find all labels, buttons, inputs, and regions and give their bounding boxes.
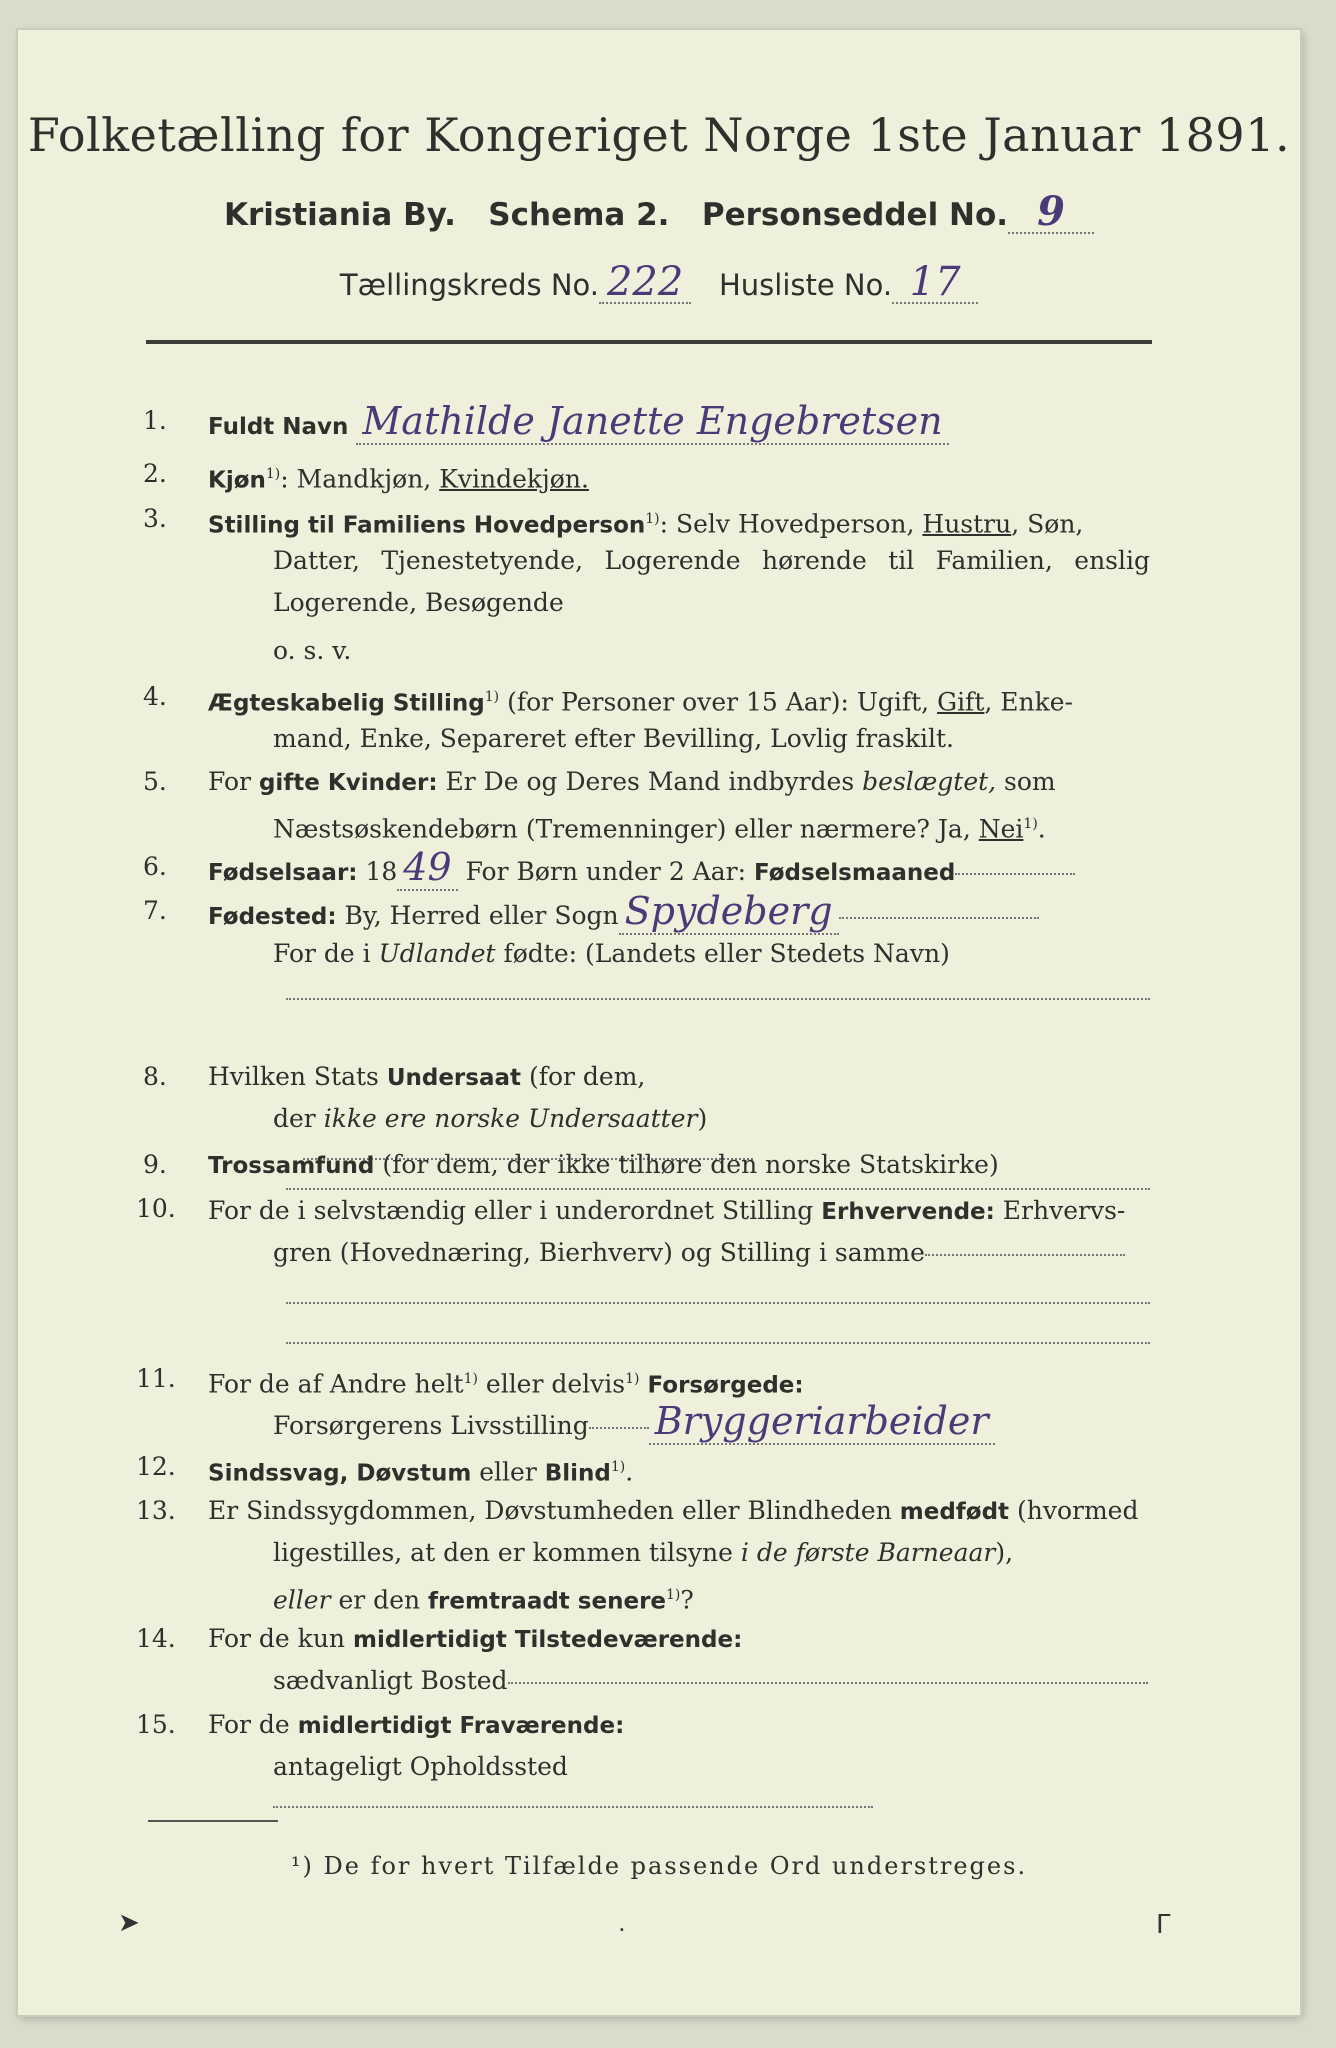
disability-label: Sindssvag, Døvstum <box>208 1460 472 1487</box>
occupation-blank-line-1 <box>286 1302 1150 1304</box>
occupation-text-a: For de i selvstændig eller i underordnet Stilling <box>208 1196 822 1225</box>
city-label: Kristiania By. <box>223 197 456 233</box>
item-number: 13. <box>136 1496 176 1525</box>
form-subtitle <box>18 188 1300 235</box>
item-number: 10. <box>136 1194 176 1223</box>
footnote-ref: 1) <box>265 466 281 482</box>
center-mark-icon: ᐧ <box>618 1916 625 1946</box>
supported-label: Forsørgede: <box>639 1372 804 1399</box>
nationality-text-b: (for dem, <box>521 1062 646 1091</box>
footnote-ref: 1) <box>1023 816 1038 832</box>
usual-residence-blank <box>508 1681 1148 1684</box>
family-position-label: Stilling til Familiens Hovedperson <box>208 512 646 539</box>
congenital-line-3-italic: eller <box>273 1585 331 1615</box>
married-line-2-end: . <box>1037 814 1046 844</box>
header-divider <box>146 340 1152 344</box>
congenital-line-2-italic: i de første Barneaar <box>740 1538 996 1567</box>
marital-text: (for Personer over 15 Aar): Ugift, <box>499 687 938 717</box>
supported-text-a: For de af Andre helt <box>208 1369 464 1399</box>
item-number: 12. <box>136 1452 176 1481</box>
temp-present-text: For de kun <box>208 1624 353 1653</box>
item-number: 8. <box>143 1062 167 1091</box>
occupation-text-b: Erhvervs- <box>994 1196 1126 1225</box>
personseddel-number: 9 <box>1008 192 1094 234</box>
supported-text-b: eller delvis <box>477 1369 626 1399</box>
birthplace-label: Fødested: <box>208 904 337 930</box>
birth-year-label: Fødselsaar: <box>208 860 358 886</box>
nationality-label: Undersaat <box>386 1065 521 1091</box>
religion-label: Trossamfund <box>208 1153 375 1179</box>
form-title: Folketælling for Kongeriget Norge 1ste Januar 1891. <box>27 108 1291 162</box>
corner-mark-right-icon: ᒥ <box>1156 1910 1171 1940</box>
usual-residence-text: sædvanligt Bosted <box>273 1666 508 1695</box>
religion-text: (for dem, der ikke tilhøre den norske Statskirke) <box>374 1150 999 1179</box>
nationality-text-a: Hvilken Stats <box>208 1062 387 1091</box>
temp-absent-text: For de <box>208 1710 298 1739</box>
marital-selected: Gift <box>937 687 985 717</box>
abroad-text-a: For de i <box>273 939 379 968</box>
full-name-answer: Mathilde Janette Engebretsen <box>356 399 948 445</box>
husliste-number: 17 <box>892 262 978 304</box>
congenital-text-b: (hvormed <box>1009 1496 1139 1525</box>
married-text-b: Er De og Deres Mand indbyrdes <box>437 767 863 796</box>
religion-blank-line <box>286 1188 1150 1190</box>
congenital-line-2-b: ), <box>995 1538 1014 1567</box>
birthplace-blank <box>839 916 1039 919</box>
personseddel-label: Personseddel No. <box>701 197 1009 233</box>
birth-year-prefix: 18 <box>357 857 398 886</box>
nationality-line-2-a: der <box>273 1104 324 1133</box>
congenital-label: medfødt <box>899 1499 1010 1525</box>
congenital-line-3-a: er den <box>330 1585 429 1615</box>
occupation-label: Erhvervende: <box>821 1199 995 1225</box>
family-position-selected: Hustru <box>922 509 1012 539</box>
occupation-blank-line-2 <box>286 1342 1150 1344</box>
footnote-ref: 1) <box>610 1459 626 1475</box>
married-text-c: som <box>996 767 1056 796</box>
family-position-line-2: Datter, Tjenestetyende, Logerende hørende til Familien, enslig <box>273 546 1150 575</box>
disability-end: . <box>625 1457 634 1487</box>
married-text-a: For <box>208 767 259 796</box>
temp-absent-label: midlertidigt Fraværende: <box>297 1713 625 1739</box>
disability-text: eller <box>471 1457 545 1487</box>
footnote: ¹) De for hvert Tilfælde passende Ord understreges. <box>290 1852 1028 1880</box>
kreds-number: 222 <box>599 262 691 304</box>
footnote-ref: 1) <box>484 689 500 705</box>
birth-year-answer: 49 <box>397 845 457 891</box>
district-line <box>18 259 1300 305</box>
kreds-label: Tællingskreds No. <box>339 268 599 302</box>
footnote-ref: 1) <box>463 1371 478 1387</box>
sex-options-text: : Mandkjøn, <box>280 464 440 494</box>
likely-residence-text: antageligt Opholdssted <box>273 1752 568 1781</box>
occupation-line-2: gren (Hovednæring, Bierhverv) og Stilling i samme <box>273 1238 925 1267</box>
item-number: 3. <box>143 504 167 533</box>
congenital-line-3-b: ? <box>680 1585 694 1615</box>
item-number: 11. <box>136 1364 176 1393</box>
married-women-label: gifte Kvinder: <box>258 770 438 796</box>
nationality-line-2-italic: ikke ere norske Undersaatter <box>323 1104 698 1133</box>
nationality-line-2-b: ) <box>697 1104 708 1133</box>
married-line-2: Næstsøskendebørn (Tremenninger) eller nærmere? Ja, <box>273 814 979 844</box>
marital-status-label: Ægteskabelig Stilling <box>208 690 485 717</box>
corner-mark-icon: ➤ <box>118 1908 140 1938</box>
census-form-sheet <box>18 30 1300 2015</box>
schema-label: Schema 2. <box>488 197 670 233</box>
blind-label: Blind <box>544 1460 611 1487</box>
provider-occupation-text: Forsørgerens Livsstilling <box>273 1411 589 1440</box>
full-name-label: Fuldt Navn <box>208 414 349 440</box>
family-position-line-3: Logerende, Besøgende <box>273 588 564 617</box>
item-number: 2. <box>143 459 167 488</box>
provider-dots <box>589 1426 649 1429</box>
temp-present-label: midlertidigt Tilstedeværende: <box>352 1627 743 1653</box>
item-number: 1. <box>143 406 167 435</box>
family-position-text: : Selv Hovedperson, <box>659 509 923 539</box>
birth-month-text: For Børn under 2 Aar: <box>457 857 754 886</box>
birth-month-blank <box>955 872 1075 875</box>
sex-selected: Kvindekjøn. <box>439 464 589 494</box>
family-position-text-b: , Søn, <box>1011 509 1084 539</box>
married-italic: beslægtet, <box>862 767 997 796</box>
later-onset-label: fremtraadt senere <box>428 1588 667 1615</box>
marital-line-2: mand, Enke, Separeret efter Bevilling, Lovlig fraskilt. <box>273 724 954 753</box>
related-selected: Nei <box>978 814 1024 844</box>
birthplace-answer: Spydeberg <box>619 889 839 935</box>
birthplace-text: By, Herred eller Sogn <box>336 901 619 930</box>
item-number: 15. <box>136 1710 176 1739</box>
occupation-blank <box>925 1253 1125 1256</box>
item-number: 4. <box>143 682 167 711</box>
congenital-text-a: Er Sindssygdommen, Døvstumheden eller Blindheden <box>208 1496 900 1525</box>
sex-label: Kjøn <box>208 467 266 494</box>
footnote-ref: 1) <box>645 511 660 527</box>
abroad-italic: Udlandet <box>378 939 496 968</box>
footnote-divider <box>148 1820 278 1822</box>
item-number: 6. <box>143 852 167 881</box>
item-number: 9. <box>143 1150 167 1179</box>
abroad-text-b: fødte: (Landets eller Stedets Navn) <box>495 939 950 968</box>
likely-residence-blank <box>273 1805 873 1808</box>
family-position-line-4: o. s. v. <box>273 636 352 665</box>
husliste-label: Husliste No. <box>718 268 893 302</box>
birth-month-label: Fødselsmaaned <box>753 860 956 886</box>
footnote-ref: 1) <box>625 1371 640 1387</box>
item-number: 5. <box>143 767 167 796</box>
abroad-blank-line <box>286 998 1150 1000</box>
congenital-line-2-a: ligestilles, at den er kommen tilsyne <box>273 1538 741 1567</box>
marital-text-b: , Enke- <box>984 687 1073 717</box>
item-number: 14. <box>136 1624 176 1653</box>
provider-occupation-answer: Bryggeriarbeider <box>649 1399 995 1445</box>
item-number: 7. <box>143 896 167 925</box>
footnote-ref: 1) <box>666 1587 681 1603</box>
